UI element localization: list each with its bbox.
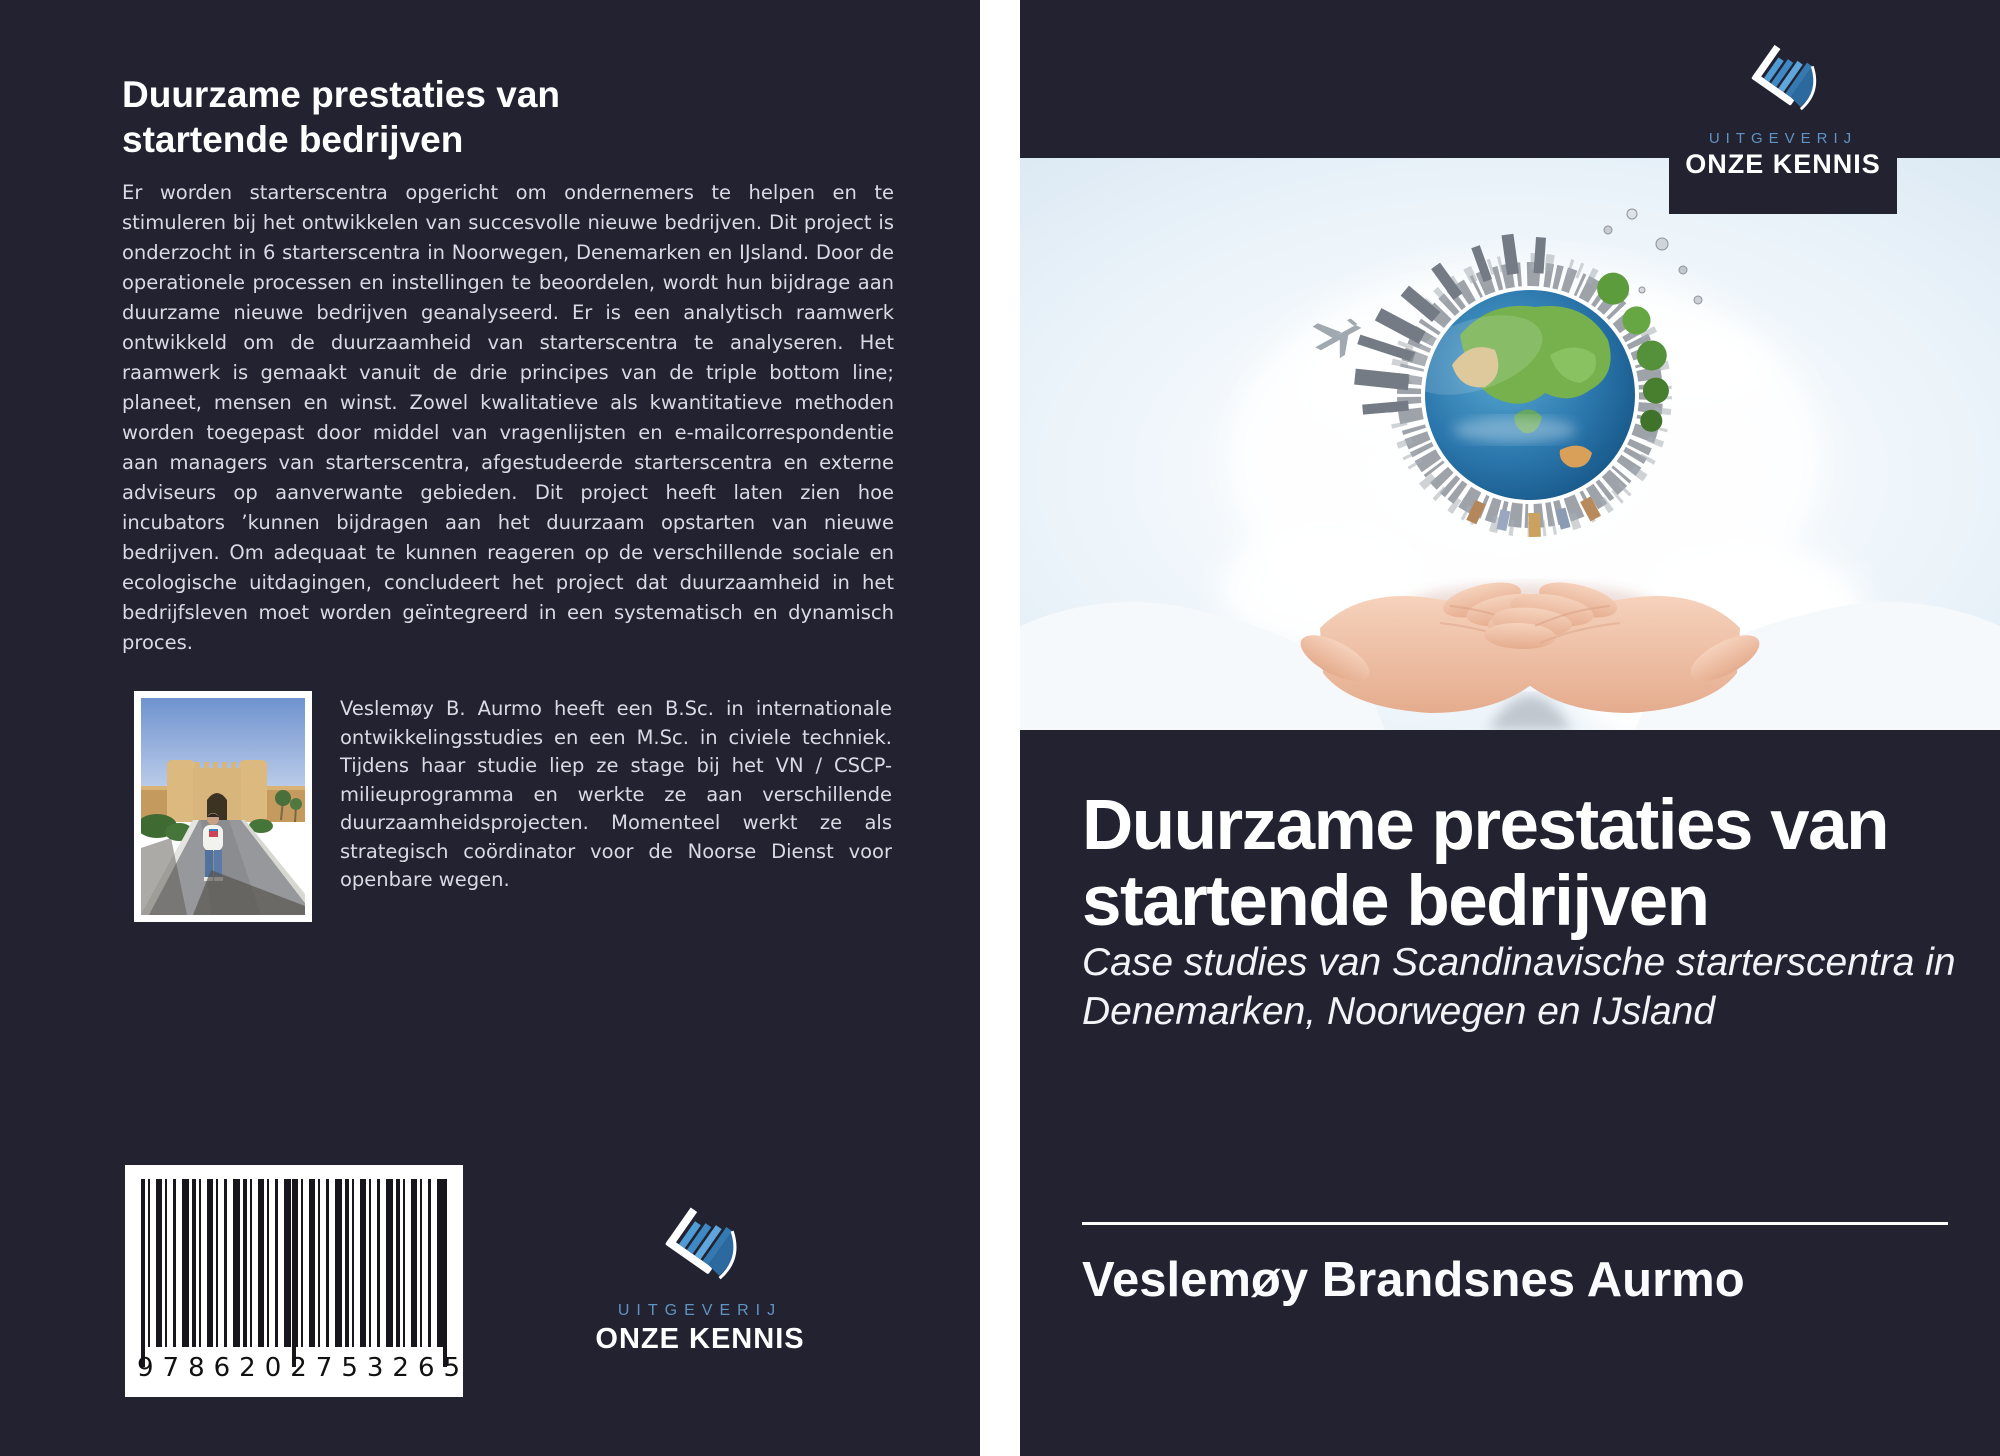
back-cover-synopsis: Er worden starterscentra opgericht om ondernemers te helpen en te stimuleren bij het ontwikkelen van succesvolle nieuwe bedrijven. Dit project is onderzocht in 6 starterscentra in Noorwegen, Denemarken en IJsland. Door de operationele processen en instellingen te beoordelen, wordt hun bijdrage aan duurzame nieuwe bedrijven geanalyseerd. Er is een analytisch raamwerk ontwikkeld om de duurzaamheid van starterscentra te analyseren. Het raamwerk is gemaakt vanuit de drie principes van de triple bottom line; planeet, mensen en winst. Zowel kwalitatieve als kwantitatieve methoden worden toegepast door middel van vragenlijsten en e-mailcorrespondentie aan managers van starterscentra, afgestudeerde starterscentra en externe adviseurs op aanverwante gebieden. Dit project heeft laten zien hoe incubators ’kunnen bijdragen aan het duurzaam opstarten van nieuwe bedrijven. Om adequaat te kunnen reageren op de verschillende sociale en ecologische uitdagingen, concludeert het project dat duurzaamheid in het bedrijfsleven moet worden geïntegreerd in een systematisch en dynamisch proces.	[122, 181, 894, 654]
open-book-icon	[656, 1198, 744, 1292]
publisher-imprint-label: UITGEVERIJ	[1708, 130, 1858, 147]
author-photo	[134, 691, 312, 922]
isbn-barcode	[125, 1165, 470, 1397]
author-photo-image	[141, 698, 305, 915]
publisher-logo-front	[1669, 0, 1897, 214]
hands-earth-illustration	[1020, 158, 2000, 730]
author-divider-line	[1082, 1222, 1948, 1225]
front-cover-title: Duurzame prestaties van startende bedrijven	[1082, 786, 1888, 941]
isbn-digits: 9786202753265	[137, 1353, 470, 1383]
cover-photo	[1020, 158, 2000, 730]
publisher-logo-back	[558, 1198, 842, 1356]
author-bio: Veslemøy B. Aurmo heeft een B.Sc. in internationale ontwikkelingsstudies en een M.Sc. in civiele techniek. Tijdens haar studie liep ze stage bij het VN / CSCP-milieuprogramma en werkte ze aan verschillende duurzaamheidsprojecten. Momenteel werkt ze als strategisch coördinator voor de Noorse Dienst voor openbare wegen.	[340, 697, 892, 891]
back-cover	[0, 0, 980, 1456]
barcode-guard-left	[141, 1179, 145, 1367]
front-cover-subtitle: Case studies van Scandinavische starterscentra in Denemarken, Noorwegen en IJsland	[1082, 941, 1956, 1033]
front-cover-author: Veslemøy Brandsnes Aurmo	[1082, 1253, 1745, 1307]
publisher-imprint-label: UITGEVERIJ	[617, 1302, 783, 1319]
publisher-name-label: ONZE KENNIS	[1685, 149, 1881, 179]
front-cover	[1020, 0, 2000, 1456]
open-book-icon	[1743, 36, 1823, 122]
barcode-guard-right	[443, 1179, 447, 1367]
back-cover-title: Duurzame prestaties van startende bedrijven	[122, 74, 561, 160]
barcode-guard-middle	[292, 1179, 296, 1367]
publisher-name-label: ONZE KENNIS	[595, 1323, 805, 1355]
